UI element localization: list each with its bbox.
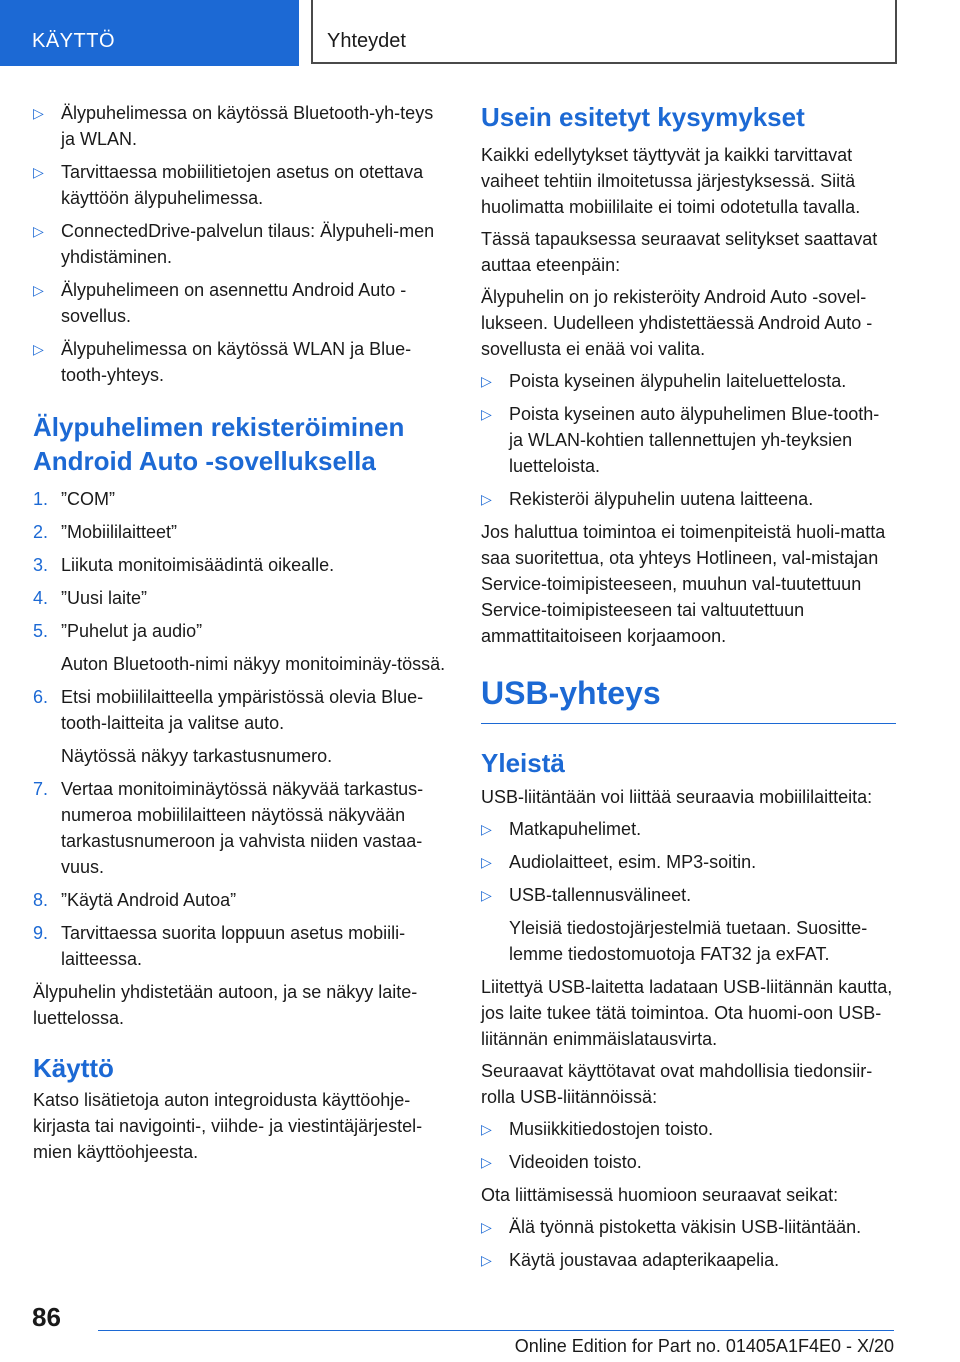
- step-item: 7. Vertaa monitoiminäytössä näkyvää tarkastus-numeroa mobiililaitteen näytössä näkyvään tarkastusnumeroon ja vahvista niiden vastaa-vuus.: [33, 779, 424, 877]
- triangle-bullet-icon: ▷: [481, 1252, 492, 1268]
- list-item: ▷ Älypuhelimeen on asennettu Android Auto -sovellus.: [33, 277, 448, 329]
- list-item: ▷ Poista kyseinen auto älypuhelimen Blue-tooth- ja WLAN-kohtien tallennettujen yh-teyksien luetteloista.: [481, 401, 896, 479]
- step-item: 9. Tarvittaessa suorita loppuun asetus mobiili-laitteessa.: [33, 923, 406, 969]
- faq-heading: Usein esitetyt kysymykset: [481, 102, 805, 132]
- list-item: ▷ Älä työnnä pistoketta väkisin USB-liitäntään.: [481, 1214, 896, 1240]
- paragraph: Seuraavat käyttötavat ovat mahdollisia tiedonsiir-rolla USB-liitännöissä:: [481, 1061, 873, 1107]
- triangle-bullet-icon: ▷: [481, 373, 492, 389]
- list-item: ▷ Tarvittaessa mobiilitietojen asetus on otettava käyttöön älypuhelimessa.: [33, 159, 448, 211]
- paragraph: Liitettyä USB-laitetta ladataan USB-liitännän kautta, jos laite tukee tätä toimintoa. Ota huomi-oon USB-liitännän enimmäislatausvirta.: [481, 977, 893, 1049]
- list-item: ▷ Älypuhelimessa on käytössä WLAN ja Blue-tooth-yhteys.: [33, 336, 448, 388]
- step-note: Näytössä näkyy tarkastusnumero.: [61, 746, 333, 766]
- triangle-bullet-icon: ▷: [481, 491, 492, 507]
- registration-heading: Älypuhelimen rekisteröiminen Android Auto -sovelluksella: [33, 412, 405, 476]
- list-item: ▷ Videoiden toisto.: [481, 1149, 896, 1175]
- right-column: [481, 100, 896, 1280]
- use-text: Katso lisätietoja auton integroidusta käyttöohje-kirjasta tai navigointi-, viihde- ja viestintäjärjestel-mien käyttöohjeesta.: [33, 1090, 423, 1162]
- list-item: ▷ Poista kyseinen älypuhelin laiteluettelosta.: [481, 368, 896, 394]
- left-column: [33, 100, 448, 1171]
- topic-tab: [311, 0, 897, 64]
- after-steps-text: Älypuhelin yhdistetään autoon, ja se näkyy laite-luettelossa.: [33, 982, 418, 1028]
- usb-heading: USB-yhteys: [481, 673, 896, 724]
- page-number: 86: [32, 1302, 61, 1332]
- triangle-bullet-icon: ▷: [33, 282, 44, 298]
- general-heading: Yleistä: [481, 748, 565, 778]
- footer-divider: [98, 1330, 894, 1331]
- list-item: ▷ USB-tallennusvälineet.: [481, 882, 896, 908]
- step-item: 2. ”Mobiililaitteet”: [33, 522, 178, 542]
- step-item: 6. Etsi mobiililaitteella ympäristössä olevia Blue-tooth-laitteita ja valitse auto.: [33, 687, 424, 733]
- triangle-bullet-icon: ▷: [33, 164, 44, 180]
- section-label: KÄYTTÖ: [32, 30, 116, 52]
- paragraph: Ota liittämisessä huomioon seuraavat seikat:: [481, 1185, 839, 1205]
- paragraph: Kaikki edellytykset täyttyvät ja kaikki tarvittavat vaiheet tehtiin ilmoitetussa järjestyksessä. Siitä huolimatta mobiililaite ei toimi odotetulla tavalla.: [481, 145, 861, 217]
- triangle-bullet-icon: ▷: [481, 1121, 492, 1137]
- paragraph: USB-liitäntään voi liittää seuraavia mobiililaitteita:: [481, 787, 873, 807]
- list-item: ▷ ConnectedDrive-palvelun tilaus: Älypuheli-men yhdistäminen.: [33, 218, 448, 270]
- topic-label: Yhteydet: [327, 30, 406, 52]
- use-heading: Käyttö: [33, 1053, 114, 1083]
- list-item: ▷ Audiolaitteet, esim. MP3-soitin.: [481, 849, 896, 875]
- paragraph: Älypuhelin on jo rekisteröity Android Auto -sovel-lukseen. Uudelleen yhdistettäessä Android Auto -sovellusta ei enää voi valita.: [481, 287, 873, 359]
- step-item: 8. ”Käytä Android Autoa”: [33, 890, 237, 910]
- section-tab: [0, 0, 299, 66]
- triangle-bullet-icon: ▷: [481, 887, 492, 903]
- triangle-bullet-icon: ▷: [33, 341, 44, 357]
- edition-text: Online Edition for Part no. 01405A1F4E0 - X/20: [514, 1336, 894, 1356]
- triangle-bullet-icon: ▷: [481, 406, 492, 422]
- triangle-bullet-icon: ▷: [481, 854, 492, 870]
- list-item: ▷ Käytä joustavaa adapterikaapelia.: [481, 1247, 896, 1273]
- paragraph: Jos haluttua toimintoa ei toimenpiteistä huoli-matta saa suoritettua, ota yhteys Hotlineen, val-mistajan Service-toimipisteeseen, muuhun val-tuutettuun Service-toimipisteeseen tai valtuutettuun ammattitaitoiseen korjaamoon.: [481, 522, 886, 646]
- triangle-bullet-icon: ▷: [481, 821, 492, 837]
- triangle-bullet-icon: ▷: [33, 105, 44, 121]
- triangle-bullet-icon: ▷: [481, 1154, 492, 1170]
- step-item: 4. ”Uusi laite”: [33, 588, 148, 608]
- list-item: ▷ Matkapuhelimet.: [481, 816, 896, 842]
- step-item: 3. Liikuta monitoimisäädintä oikealle.: [33, 555, 335, 575]
- list-item: ▷ Rekisteröi älypuhelin uutena laitteena.: [481, 486, 896, 512]
- triangle-bullet-icon: ▷: [33, 223, 44, 239]
- step-item: 1. ”COM”: [33, 489, 115, 509]
- list-note: Yleisiä tiedostojärjestelmiä tuetaan. Suositte-lemme tiedostomuotoja FAT32 ja exFAT.: [509, 918, 868, 964]
- paragraph: Tässä tapauksessa seuraavat selitykset saattavat auttaa eteenpäin:: [481, 229, 878, 275]
- triangle-bullet-icon: ▷: [481, 1219, 492, 1235]
- step-item: 5. ”Puhelut ja audio”: [33, 621, 203, 641]
- step-note: Auton Bluetooth-nimi näkyy monitoiminäy-tössä.: [61, 654, 446, 674]
- list-item: ▷ Älypuhelimessa on käytössä Bluetooth-yh-teys ja WLAN.: [33, 100, 448, 152]
- list-item: ▷ Musiikkitiedostojen toisto.: [481, 1116, 896, 1142]
